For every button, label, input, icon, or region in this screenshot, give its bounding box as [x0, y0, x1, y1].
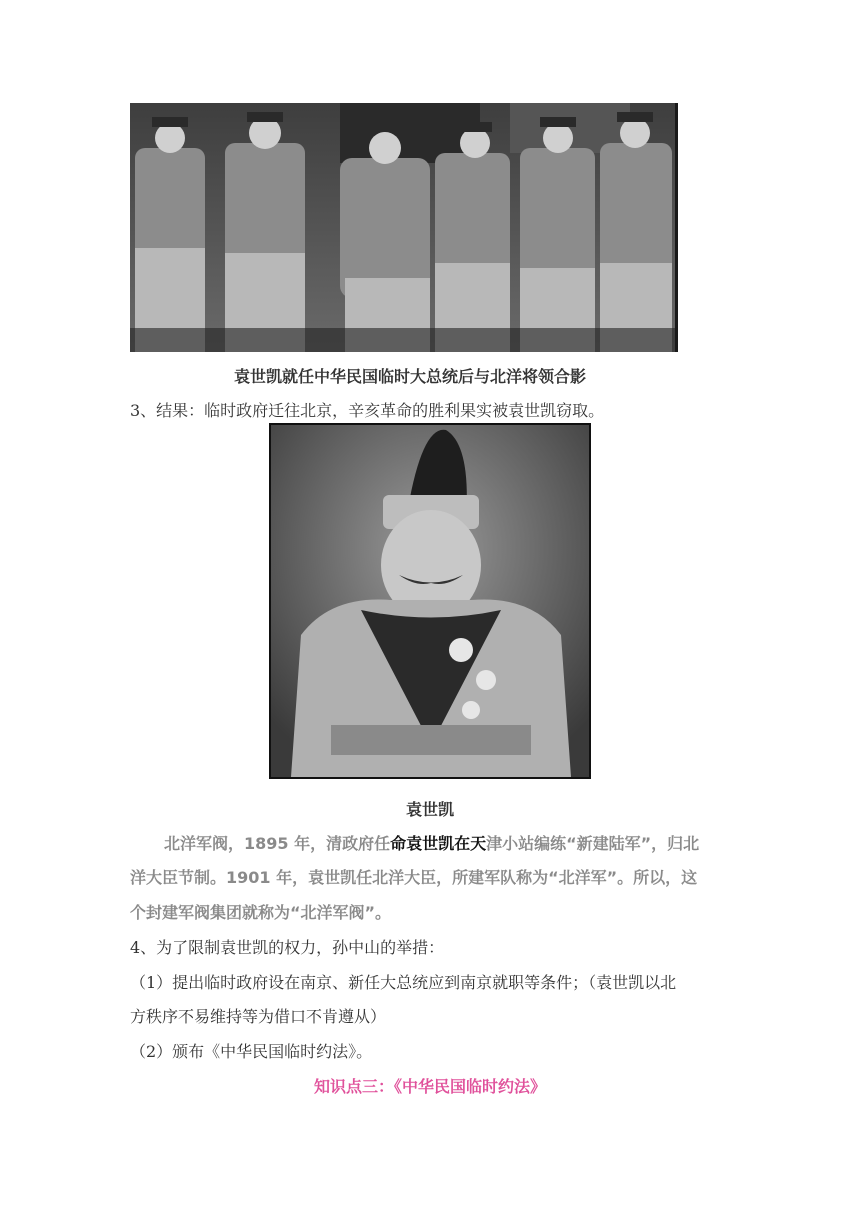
- paragraph-line-2: 洋大臣节制。1901 年，袁世凯任北洋大臣，所建军队称为“北洋军”。所以，这: [130, 868, 698, 887]
- sub-item-2: （2）颁布《中华民国临时约法》。: [130, 1042, 373, 1061]
- group-photo-image: [130, 103, 675, 352]
- portrait-photo: [269, 423, 591, 779]
- portrait-caption: 袁世凯: [405, 800, 454, 819]
- paragraph-line-3: 个封建军阀集团就称为“北洋军阀”。: [130, 903, 392, 922]
- paragraph-text-1a: 北洋军阀，1895 年，清政府任: [164, 834, 391, 853]
- section-heading: 知识点三：《中华民国临时约法》: [313, 1077, 546, 1096]
- sub-item-1-line-2: 方秩序不易维持等为借口不肯遵从）: [130, 1007, 387, 1026]
- sub-item-1-line-1: （1）提出临时政府设在南京、新任大总统应到南京就职等条件；（袁世凯以北: [130, 973, 677, 992]
- group-photo: [130, 103, 678, 352]
- item-4-measures: 4、为了限制袁世凯的权力，孙中山的举措：: [130, 938, 445, 957]
- portrait-image: [271, 425, 589, 777]
- item-3-result: 3、结果：临时政府迁往北京，辛亥革命的胜利果实被袁世凯窃取。: [130, 401, 605, 420]
- paragraph-highlight: 命袁世凯在天: [390, 834, 487, 853]
- paragraph-text-1c: 津小站编练“新建陆军”，归北: [486, 834, 700, 853]
- paragraph-line-1: [164, 831, 699, 854]
- group-photo-caption: 袁世凯就任中华民国临时大总统后与北洋将领合影: [233, 367, 586, 386]
